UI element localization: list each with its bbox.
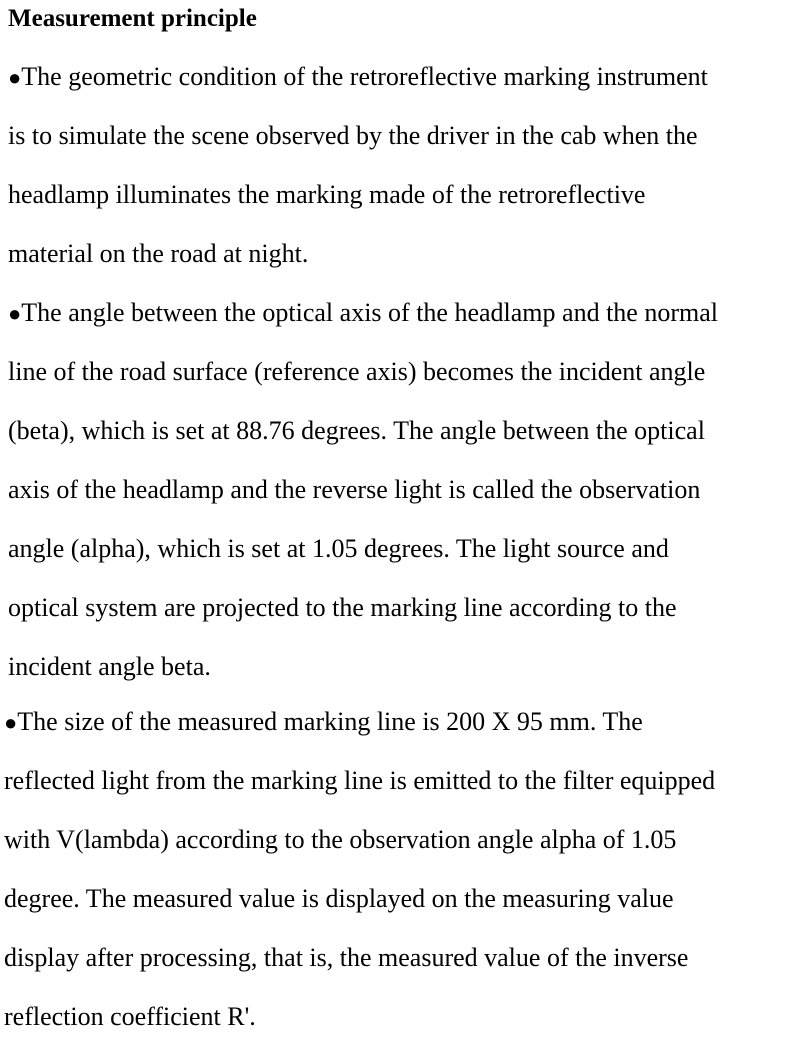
paragraph-2-line-5: angle (alpha), which is set at 1.05 degrees. The light source and [8, 534, 669, 563]
paragraph-1-line-1-text: The geometric condition of the retroreflective marking instrument [21, 62, 708, 91]
bullet-icon: ● [8, 301, 22, 326]
paragraph-1-line-4: material on the road at night. [8, 239, 309, 268]
paragraph-2-line-4: axis of the headlamp and the reverse light is called the observation [8, 475, 701, 504]
paragraph-2-line-2: line of the road surface (reference axis) becomes the incident angle [8, 357, 706, 386]
paragraph-3-line-4: degree. The measured value is displayed on the measuring value [4, 884, 674, 913]
paragraph-3-line-3: with V(lambda) according to the observation angle alpha of 1.05 [4, 825, 677, 854]
paragraph-2-line-1 [8, 296, 718, 331]
paragraph-3-line-1 [4, 705, 643, 740]
paragraph-2-line-1-text: The angle between the optical axis of the headlamp and the normal [21, 298, 718, 327]
paragraph-3-line-5: display after processing, that is, the measured value of the inverse [4, 943, 689, 972]
paragraph-1-line-1 [8, 60, 708, 95]
bullet-icon: ● [4, 710, 18, 735]
paragraph-2-line-7: incident angle beta. [8, 652, 211, 681]
paragraph-1-line-2: is to simulate the scene observed by the driver in the cab when the [8, 121, 698, 150]
section-heading: Measurement principle [8, 5, 257, 32]
paragraph-3-line-1-text: The size of the measured marking line is 200 X 95 mm. The [17, 707, 643, 736]
paragraph-2-line-3: (beta), which is set at 88.76 degrees. The angle between the optical [8, 416, 705, 445]
paragraph-3-line-2: reflected light from the marking line is emitted to the filter equipped [4, 766, 716, 795]
paragraph-1-line-3: headlamp illuminates the marking made of the retroreflective [8, 180, 646, 209]
paragraph-3-line-6: reflection coefficient R'. [4, 1002, 256, 1031]
paragraph-2-line-6: optical system are projected to the marking line according to the [8, 593, 677, 622]
bullet-icon: ● [8, 65, 22, 90]
